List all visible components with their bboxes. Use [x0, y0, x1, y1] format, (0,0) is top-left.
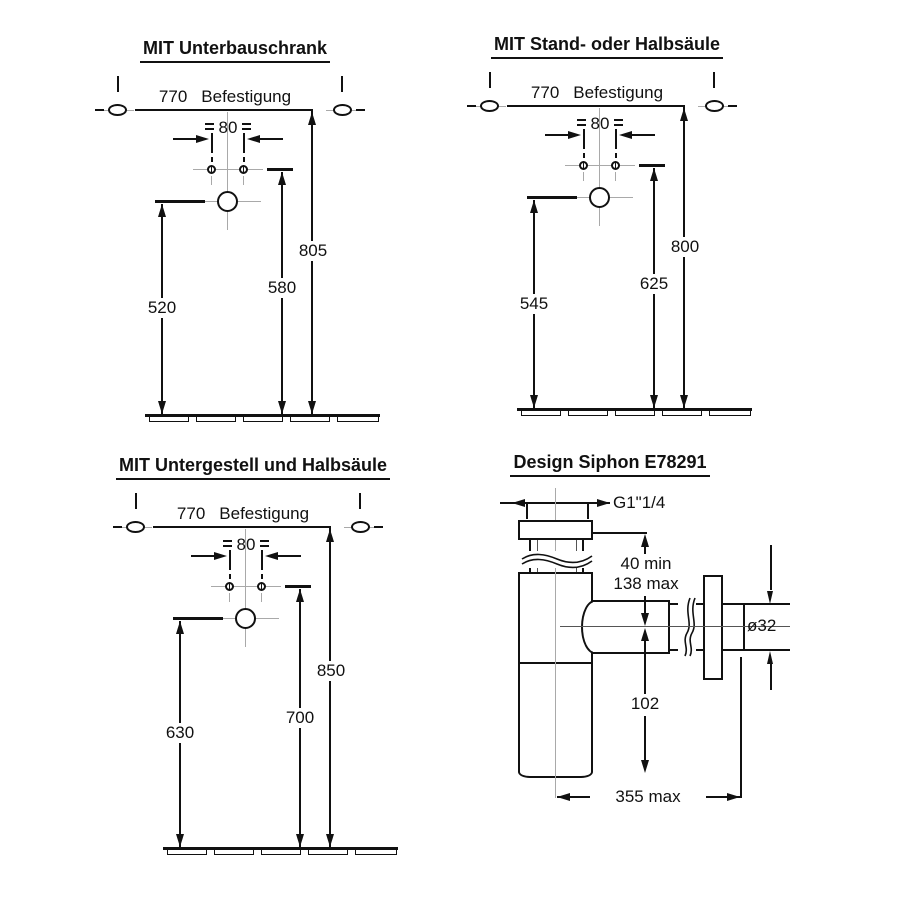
dimension-line	[545, 134, 569, 136]
dim-left-ref-bar	[173, 617, 223, 620]
extension-line-dash	[243, 157, 245, 162]
arrowhead	[767, 591, 773, 604]
slash-break-icon	[678, 597, 696, 657]
siphon-title-text: Design Siphon E78291	[510, 452, 709, 477]
arrowhead	[196, 135, 209, 143]
dim-overall-label: 800	[662, 237, 708, 257]
pipe-break-symbol	[521, 551, 593, 568]
wall-anchor-right-marker	[705, 100, 724, 112]
fixing-label: Befestigung	[219, 504, 310, 523]
anchor-tick	[489, 72, 491, 88]
arrowhead	[308, 112, 316, 125]
arrowhead	[727, 793, 740, 801]
equal-mark	[614, 119, 623, 121]
body-centerline	[555, 572, 556, 798]
anchor-dash	[113, 526, 122, 528]
arrowhead	[265, 552, 278, 560]
mount-diagram-untergestell	[113, 447, 423, 867]
fixing-dimension-line	[507, 105, 685, 107]
dim-overall-line	[311, 111, 313, 414]
dim-center-ref-bar	[639, 164, 665, 167]
arrowhead	[641, 760, 649, 773]
dim-overall-line	[683, 107, 685, 408]
mount-diagram-unterbauschrank	[95, 30, 405, 450]
fixing-width-value: 770	[176, 504, 206, 523]
hole-crosshair	[615, 172, 616, 181]
thread-size-label: G1"1/4	[613, 493, 666, 512]
floor-hatch	[615, 410, 655, 416]
outlet-pipe-end	[723, 603, 745, 651]
dim-center-label: 625	[631, 274, 677, 294]
outlet-pipe-section	[593, 600, 670, 654]
anchor-tick	[359, 493, 361, 509]
arrowhead	[214, 552, 227, 560]
floor-hatch	[149, 416, 189, 422]
diagram-title	[95, 38, 375, 63]
floor-hatch	[196, 416, 236, 422]
fixing-width-value: 770	[158, 87, 188, 106]
arrowhead	[641, 628, 649, 641]
inlet-dim-line	[644, 545, 646, 554]
dim-center-ref-bar	[285, 585, 311, 588]
diagram-title	[467, 34, 747, 59]
siphon-top-flange	[518, 520, 593, 540]
diagram-title-text: MIT Unterbauschrank	[140, 38, 330, 63]
hole-tick	[261, 583, 263, 590]
wavy-break-icon	[521, 551, 593, 568]
diameter-dim-line	[770, 664, 772, 690]
anchor-dash	[356, 109, 365, 111]
mount-diagram-standsaeule	[467, 26, 777, 446]
dim-center-label: 580	[259, 278, 305, 298]
pipe-break-symbol	[678, 597, 696, 657]
hole-tick	[211, 166, 213, 173]
wall-flange	[703, 575, 723, 680]
floor-hatch	[243, 416, 283, 422]
dim-center-ref-bar	[267, 168, 293, 171]
fixing-dimension-label	[168, 504, 318, 524]
extension-line	[261, 550, 263, 570]
arrowhead	[296, 589, 304, 602]
dimension-line	[259, 138, 283, 140]
hole-crosshair	[243, 176, 244, 185]
floor-hatch	[337, 416, 379, 422]
floor-hatch	[568, 410, 608, 416]
inlet-min-label: 40 min	[620, 554, 672, 573]
anchor-dash	[374, 526, 383, 528]
arrowhead	[278, 172, 286, 185]
floor-hatch	[662, 410, 702, 416]
drain-hole-marker	[217, 191, 238, 212]
flange-ref-line	[593, 532, 647, 534]
siphon-diagram	[450, 450, 900, 900]
hole-tick	[229, 583, 231, 590]
hole-spacing-label: 80	[236, 535, 256, 554]
dim-center-label: 700	[277, 708, 323, 728]
anchor-dash	[95, 109, 104, 111]
arrowhead	[680, 108, 688, 121]
arrowhead	[650, 168, 658, 181]
dimension-line	[173, 138, 197, 140]
floor-hatch	[355, 849, 397, 855]
floor-hatch	[308, 849, 348, 855]
floor-hatch	[709, 410, 751, 416]
extension-line	[526, 504, 528, 519]
wall-anchor-right-marker	[333, 104, 352, 116]
wall-anchor-left-marker	[108, 104, 127, 116]
equal-mark	[242, 128, 251, 130]
equal-mark	[223, 540, 232, 542]
arrowhead	[767, 651, 773, 664]
arrowhead	[247, 135, 260, 143]
fixing-dimension-label	[150, 87, 300, 107]
fixing-label: Befestigung	[573, 83, 664, 102]
diameter-dim-line	[770, 545, 772, 590]
equal-mark	[260, 540, 269, 542]
dim-left-label: 520	[139, 298, 185, 318]
equal-mark	[223, 545, 232, 547]
arrowhead	[158, 204, 166, 217]
fixing-dimension-label	[522, 83, 672, 103]
drain-hole-marker	[589, 187, 610, 208]
fixing-dimension-line	[135, 109, 313, 111]
arrowhead	[278, 401, 286, 414]
equal-mark	[205, 123, 214, 125]
fixing-label: Befestigung	[201, 87, 292, 106]
arrowhead	[641, 613, 649, 626]
equal-mark	[577, 124, 586, 126]
hole-tick	[583, 162, 585, 169]
arrowhead	[619, 131, 632, 139]
arrowhead	[568, 131, 581, 139]
dim-overall-label: 850	[308, 661, 354, 681]
diagram-title-text: MIT Untergestell und Halbsäule	[116, 455, 390, 480]
arrowhead	[557, 793, 570, 801]
extension-line-dash	[229, 574, 231, 579]
dimension-line	[191, 555, 215, 557]
dim-left-label: 545	[511, 294, 557, 314]
extension-line	[587, 504, 589, 519]
hole-crosshair	[211, 586, 281, 587]
equal-mark	[614, 124, 623, 126]
wall-anchor-right-marker	[351, 521, 370, 533]
equal-mark	[205, 128, 214, 130]
hole-spacing-label: 80	[218, 118, 238, 137]
inlet-max-label: 138 max	[613, 574, 679, 593]
dim-left-ref-bar	[155, 200, 205, 203]
anchor-tick	[713, 72, 715, 88]
wall-anchor-left-marker	[126, 521, 145, 533]
arrowhead	[650, 395, 658, 408]
arrowhead	[326, 834, 334, 847]
extension-line	[243, 133, 245, 153]
floor-hatch	[521, 410, 561, 416]
floor-hatch	[261, 849, 301, 855]
hole-crosshair	[211, 176, 212, 185]
arrowhead	[308, 401, 316, 414]
drain-hole-marker	[235, 608, 256, 629]
dim-overall-line	[329, 528, 331, 847]
diagram-title	[113, 455, 393, 480]
diagram-title-text: MIT Stand- oder Halbsäule	[491, 34, 723, 59]
anchor-dash	[467, 105, 476, 107]
extension-line	[583, 129, 585, 149]
extension-line-dash	[261, 574, 263, 579]
extension-line	[615, 129, 617, 149]
arrowhead	[326, 529, 334, 542]
hole-tick	[615, 162, 617, 169]
hole-tick	[243, 166, 245, 173]
extension-line-dash	[211, 157, 213, 162]
hole-crosshair	[229, 593, 230, 602]
hole-crosshair	[193, 169, 263, 170]
anchor-tick	[117, 76, 119, 92]
extension-line-dash	[583, 153, 585, 158]
equal-mark	[242, 123, 251, 125]
arrowhead	[296, 834, 304, 847]
wall-reach-label: 355 max	[590, 787, 706, 807]
equal-mark	[577, 119, 586, 121]
siphon-title	[490, 452, 730, 477]
hole-crosshair	[565, 165, 635, 166]
extension-line	[211, 133, 213, 153]
dimension-line	[631, 134, 655, 136]
fixing-dimension-line	[153, 526, 331, 528]
arrowhead	[597, 499, 610, 507]
dimension-line	[277, 555, 301, 557]
wall-anchor-left-marker	[480, 100, 499, 112]
arrowhead	[680, 395, 688, 408]
hole-crosshair	[583, 172, 584, 181]
floor-hatch	[290, 416, 330, 422]
fixing-width-value: 770	[530, 83, 560, 102]
anchor-dash	[728, 105, 737, 107]
outlet-diameter-label: ø32	[747, 616, 777, 635]
arrowhead	[512, 499, 525, 507]
arrowhead	[530, 200, 538, 213]
dim-overall-label: 805	[290, 241, 336, 261]
hole-spacing-label: 80	[590, 114, 610, 133]
anchor-tick	[341, 76, 343, 92]
extension-line	[740, 657, 742, 798]
anchor-tick	[135, 493, 137, 509]
drop-dim-line	[644, 716, 646, 760]
floor-hatch	[167, 849, 207, 855]
equal-mark	[260, 545, 269, 547]
body-drop-label: 102	[622, 694, 668, 714]
arrowhead	[176, 834, 184, 847]
dim-left-label: 630	[157, 723, 203, 743]
drop-dim-line	[644, 641, 646, 694]
arrowhead	[176, 621, 184, 634]
dim-left-ref-bar	[527, 196, 577, 199]
extension-line-dash	[615, 153, 617, 158]
arrowhead	[530, 395, 538, 408]
floor-hatch	[214, 849, 254, 855]
extension-line	[229, 550, 231, 570]
hole-crosshair	[261, 593, 262, 602]
arrowhead	[158, 401, 166, 414]
